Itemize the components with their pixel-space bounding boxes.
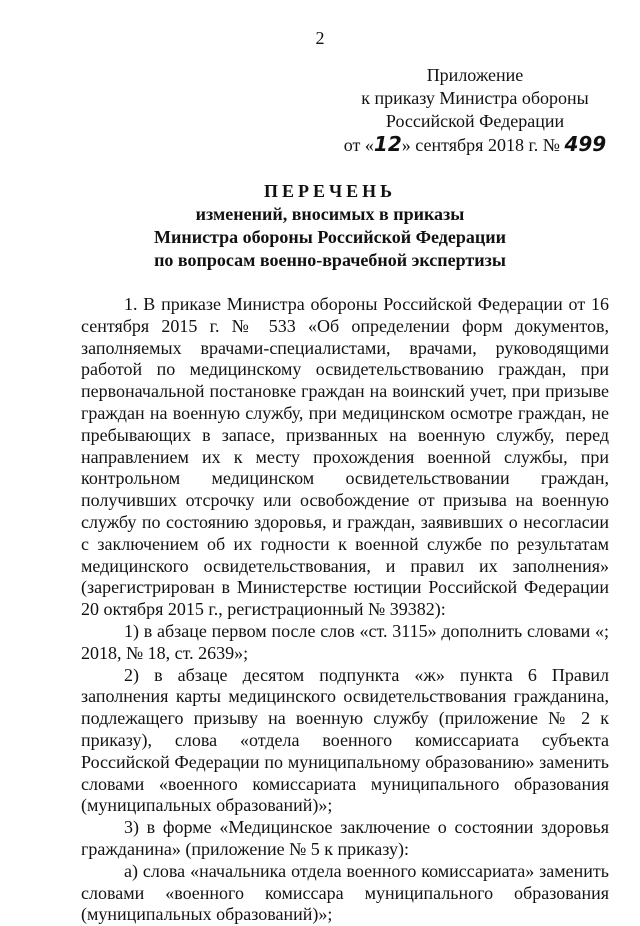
appendix-label: Приложение bbox=[426, 65, 524, 85]
paragraph-2: 1) в абзаце первом после слов «ст. 3115» дополнить словами «; 2018, № 18, ст. 2639»; bbox=[81, 620, 609, 663]
date-middle: » сентября 2018 г. № bbox=[401, 135, 560, 155]
appendix-date-line bbox=[340, 133, 610, 157]
paragraph-4: 3) в форме «Медицинское заключение о состоянии здоровья гражданина» (приложение № 5 к приказу): bbox=[81, 817, 609, 859]
document-title bbox=[60, 180, 600, 272]
appendix-order-reference: к приказу Министра обороны bbox=[361, 88, 589, 108]
paragraph-5: а) слова «начальника отдела военного комиссариата» заменить словами «военного комиссара муниципального образования (муниципальных образований)»; bbox=[81, 860, 609, 925]
document-body bbox=[81, 294, 609, 926]
title-heading: ПЕРЕЧЕНЬ bbox=[263, 181, 397, 201]
handwritten-day: 12 bbox=[373, 132, 402, 156]
title-line-3: по вопросам военно-врачебной экспертизы bbox=[154, 250, 506, 270]
appendix-country: Российской Федерации bbox=[385, 111, 565, 131]
appendix-header bbox=[340, 64, 610, 157]
date-prefix: от « bbox=[343, 135, 374, 155]
paragraph-1: 1. В приказе Министра обороны Российской Федерации от 16 сентября 2015 г. № 533 «Об определении форм документов, заполняемых врачами-специалистами, врачами, руководящими работой по медицинскому освидетельствованию граждан, при первоначальной постановке граждан на воинский учет, при призыве граждан на военную службу, при медицинском осмотре граждан, не пребывающих в запасе, призванных на военную службу, перед направлением их к месту прохождения военной службы, при контрольном медицинском освидетельствовании граждан, получивших отсрочку или освобождение от призыва на военную службу по состоянию здоровья, и граждан, заявивших о несогласии с заключением об их годности к военной службе по результатам медицинского освидетельствования, и правил их заполнения» (зарегистрирован в Министерстве юстиции Российской Федерации 20 октября 2015 г., регистрационный № 39382): bbox=[81, 294, 609, 620]
handwritten-order-number: 499 bbox=[564, 132, 607, 156]
title-line-1: изменений, вносимых в приказы bbox=[195, 204, 465, 224]
page-number: 2 bbox=[315, 28, 325, 48]
paragraph-3: 2) в абзаце десятом подпункта «ж» пункта 6 Правил заполнения карты медицинского освидетельствования гражданина, подлежащего призыву на военную службу (приложение № 2 к приказу), слова «отдела военного комиссариата субъекта Российской Федерации по муниципальному образованию» заменить словами «военного комиссариата муниципального образования (муниципальных образований)»; bbox=[81, 664, 609, 816]
title-line-2: Министра обороны Российской Федерации bbox=[153, 227, 507, 247]
